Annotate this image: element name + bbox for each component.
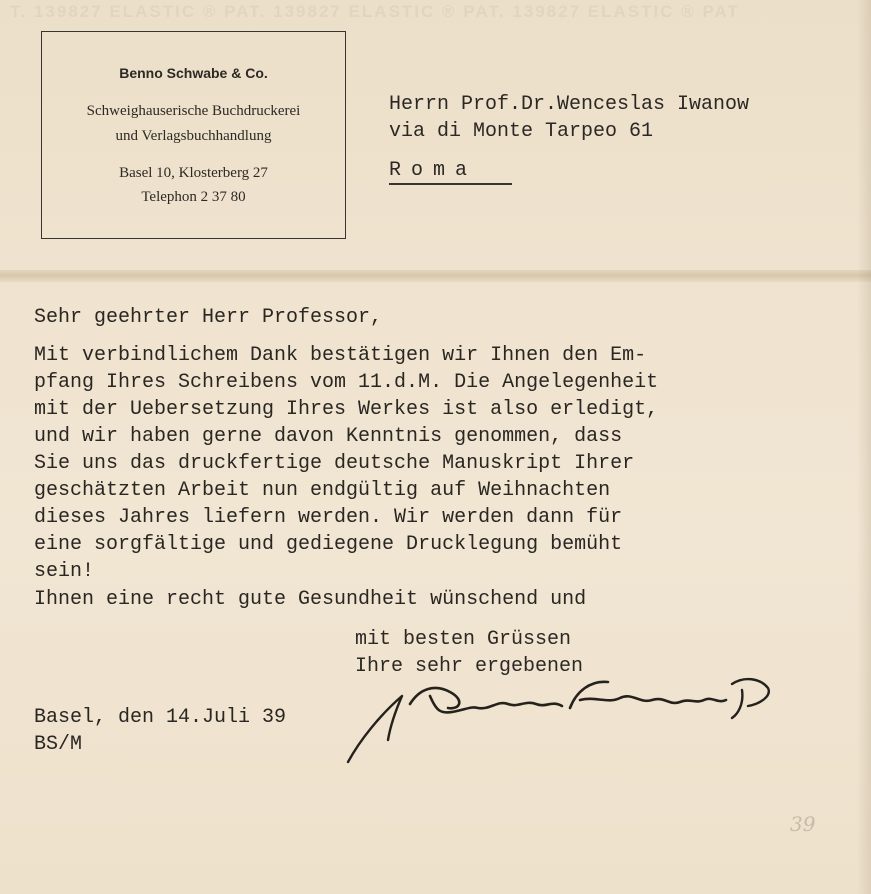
recipient-line-1: Herrn Prof.Dr.Wenceslas Iwanow xyxy=(389,93,750,116)
body-line: eine sorgfältige und gediegene Drucklegung bemüht xyxy=(34,533,623,556)
page-number-pencil: 39 xyxy=(790,812,816,836)
city-underline xyxy=(389,183,512,185)
body-line: und wir haben gerne davon Kenntnis genommen, dass xyxy=(34,425,623,448)
body-line: geschätzten Arbeit nun endgültig auf Weihnachten xyxy=(34,479,611,502)
sender-address: Basel 10, Klosterberg 27 xyxy=(119,165,268,181)
body-line: pfang Ihres Schreibens vom 11.d.M. Die Angelegenheit xyxy=(34,371,659,394)
body-line: Mit verbindlichem Dank bestätigen wir Ihnen den Em- xyxy=(34,344,647,367)
paper-edge-shadow xyxy=(857,0,871,894)
body-line: Sie uns das druckfertige deutsche Manuskript Ihrer xyxy=(34,452,635,475)
sender-name: Benno Schwabe & Co. xyxy=(119,65,268,81)
sender-letterhead-box xyxy=(41,31,346,239)
body-line: mit der Uebersetzung Ihres Werkes ist also erledigt, xyxy=(34,398,659,421)
recipient-city: Roma xyxy=(389,159,478,182)
salutation: Sehr geehrter Herr Professor, xyxy=(34,306,383,329)
reference-initials: BS/M xyxy=(34,733,83,756)
recipient-line-2: via di Monte Tarpeo 61 xyxy=(389,120,654,143)
watermark: T. 139827 ELASTIC ® PAT. 139827 ELASTIC ® PAT. 139827 ELASTIC ® PAT xyxy=(10,2,740,21)
body-line: dieses Jahres liefern werden. Wir werden dann für xyxy=(34,506,623,529)
sender-line-1: Schweighauserische Buchdruckerei xyxy=(86,103,301,119)
date-line: Basel, den 14.Juli 39 xyxy=(34,706,287,729)
body-line: sein! xyxy=(34,560,95,583)
closing-line-2: Ihre sehr ergebenen xyxy=(355,655,584,678)
body-line: Ihnen eine recht gute Gesundheit wünschend und xyxy=(34,588,587,611)
paper-fold xyxy=(0,270,871,282)
closing-line-1: mit besten Grüssen xyxy=(355,628,572,651)
sender-phone: Telephon 2 37 80 xyxy=(141,189,246,205)
sender-line-2: und Verlagsbuchhandlung xyxy=(115,128,272,144)
handwritten-signature xyxy=(340,670,790,770)
